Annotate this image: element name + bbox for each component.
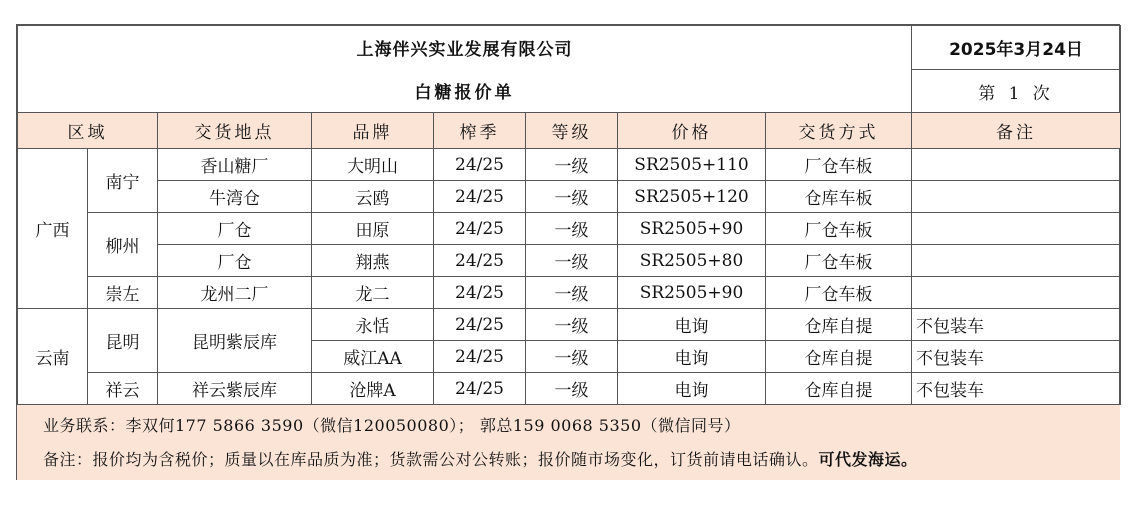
col-header-location: 交货地点 — [158, 113, 312, 149]
table-row — [18, 245, 1121, 277]
company-name: 上海伴兴实业发展有限公司 — [18, 26, 912, 70]
price-table — [17, 25, 1121, 405]
location-cell: 厂仓 — [158, 213, 312, 245]
brand-cell: 翔燕 — [312, 245, 434, 277]
brand-cell: 云鸥 — [312, 181, 434, 213]
province-cell: 云南 — [18, 309, 88, 405]
location-cell: 龙州二厂 — [158, 277, 312, 309]
price-cell: 电询 — [618, 309, 766, 341]
season-cell: 24/25 — [434, 149, 526, 181]
col-header-price: 价格 — [618, 113, 766, 149]
price-sheet — [16, 24, 1120, 480]
remark-cell — [912, 181, 1121, 213]
remark-cell: 不包装车 — [912, 309, 1121, 341]
footer — [17, 405, 1120, 480]
location-cell: 昆明紫辰库 — [158, 309, 312, 373]
price-cell: SR2505+80 — [618, 245, 766, 277]
table-row — [18, 277, 1121, 309]
grade-cell: 一级 — [526, 373, 618, 405]
brand-cell: 田原 — [312, 213, 434, 245]
city-cell: 柳州 — [88, 213, 158, 277]
city-cell: 崇左 — [88, 277, 158, 309]
location-cell: 厂仓 — [158, 245, 312, 277]
col-header-season: 榨季 — [434, 113, 526, 149]
remark-cell: 不包装车 — [912, 373, 1121, 405]
note-text: 备注：报价均为含税价；质量以在库品质为准；货款需公对公转账；报价随市场变化，订货前请电话确认。 — [43, 450, 819, 469]
table-header — [18, 113, 1121, 149]
delivery-cell: 厂仓车板 — [766, 245, 912, 277]
season-cell: 24/25 — [434, 341, 526, 373]
delivery-cell: 仓库车板 — [766, 181, 912, 213]
brand-cell: 永恬 — [312, 309, 434, 341]
location-cell: 牛湾仓 — [158, 181, 312, 213]
price-cell: SR2505+90 — [618, 213, 766, 245]
grade-cell: 一级 — [526, 245, 618, 277]
grade-cell: 一级 — [526, 181, 618, 213]
city-cell: 昆明 — [88, 309, 158, 373]
brand-cell: 龙二 — [312, 277, 434, 309]
grade-cell: 一级 — [526, 309, 618, 341]
note-emphasis: 可代发海运。 — [818, 450, 918, 469]
brand-cell: 威江AA — [312, 341, 434, 373]
note-line — [43, 445, 1120, 475]
document-title: 白糖报价单 — [18, 70, 912, 113]
brand-cell: 沧牌A — [312, 373, 434, 405]
remark-cell — [912, 277, 1121, 309]
season-cell: 24/25 — [434, 373, 526, 405]
delivery-cell: 仓库自提 — [766, 373, 912, 405]
province-cell: 广西 — [18, 149, 88, 309]
grade-cell: 一级 — [526, 341, 618, 373]
grade-cell: 一级 — [526, 277, 618, 309]
col-header-grade: 等级 — [526, 113, 618, 149]
table-row — [18, 213, 1121, 245]
col-header-delivery: 交货方式 — [766, 113, 912, 149]
col-header-remark: 备注 — [912, 113, 1121, 149]
issue-number: 第 1 次 — [912, 70, 1121, 113]
remark-cell — [912, 245, 1121, 277]
table-row — [18, 149, 1121, 181]
price-cell: 电询 — [618, 341, 766, 373]
price-cell: SR2505+120 — [618, 181, 766, 213]
brand-cell: 大明山 — [312, 149, 434, 181]
table-row — [18, 373, 1121, 405]
city-cell: 南宁 — [88, 149, 158, 213]
location-cell: 香山糖厂 — [158, 149, 312, 181]
grade-cell: 一级 — [526, 149, 618, 181]
col-header-region: 区域 — [18, 113, 158, 149]
season-cell: 24/25 — [434, 277, 526, 309]
remark-cell — [912, 213, 1121, 245]
grade-cell: 一级 — [526, 213, 618, 245]
season-cell: 24/25 — [434, 181, 526, 213]
table-row — [18, 309, 1121, 341]
season-cell: 24/25 — [434, 309, 526, 341]
delivery-cell: 仓库自提 — [766, 309, 912, 341]
contact-line: 业务联系：李双何177 5866 3590（微信120050080）； 郭总159 0068 5350（微信同号） — [43, 416, 741, 435]
remark-cell: 不包装车 — [912, 341, 1121, 373]
remark-cell — [912, 149, 1121, 181]
price-cell: SR2505+110 — [618, 149, 766, 181]
table-row — [18, 181, 1121, 213]
delivery-cell: 厂仓车板 — [766, 213, 912, 245]
season-cell: 24/25 — [434, 245, 526, 277]
price-cell: SR2505+90 — [618, 277, 766, 309]
col-header-brand: 品牌 — [312, 113, 434, 149]
price-cell: 电询 — [618, 373, 766, 405]
delivery-cell: 厂仓车板 — [766, 149, 912, 181]
city-cell: 祥云 — [88, 373, 158, 405]
delivery-cell: 厂仓车板 — [766, 277, 912, 309]
quote-date: 2025年3月24日 — [912, 26, 1121, 70]
season-cell: 24/25 — [434, 213, 526, 245]
location-cell: 祥云紫辰库 — [158, 373, 312, 405]
delivery-cell: 仓库自提 — [766, 341, 912, 373]
